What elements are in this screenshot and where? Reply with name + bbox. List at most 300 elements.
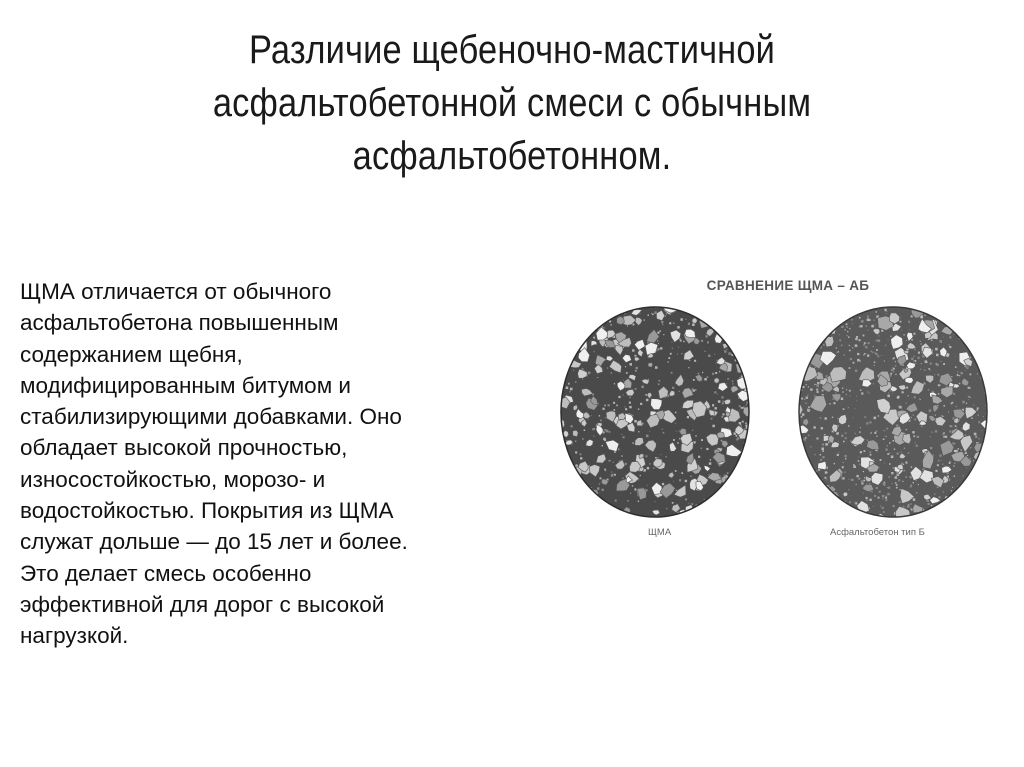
grit-speck	[819, 336, 820, 337]
grit-speck	[714, 391, 716, 393]
grit-speck	[945, 512, 946, 513]
grit-speck	[698, 373, 700, 375]
grit-speck	[814, 384, 815, 385]
grit-speck	[677, 354, 678, 355]
grit-speck	[721, 499, 724, 502]
grit-speck	[614, 409, 616, 411]
grit-speck	[804, 322, 806, 324]
grit-speck	[673, 439, 675, 441]
grit-speck	[610, 510, 611, 511]
grit-speck	[722, 413, 724, 415]
aggregate-stone	[577, 510, 591, 518]
grit-speck	[871, 325, 874, 328]
grit-speck	[737, 437, 739, 439]
grit-speck	[937, 309, 939, 311]
grit-speck	[745, 428, 746, 429]
grit-speck	[810, 474, 812, 476]
grit-speck	[960, 449, 962, 451]
grit-speck	[883, 511, 885, 513]
grit-speck	[727, 340, 728, 341]
grit-speck	[738, 316, 740, 318]
aggregate-stone	[568, 311, 581, 324]
grit-speck	[662, 483, 664, 485]
aggregate-stone	[808, 480, 814, 486]
grit-speck	[867, 330, 868, 331]
grit-speck	[913, 482, 914, 483]
grit-speck	[561, 372, 562, 373]
grit-speck	[943, 337, 944, 338]
grit-speck	[885, 499, 887, 501]
grit-speck	[651, 313, 652, 314]
grit-speck	[603, 408, 605, 410]
body-text	[20, 276, 520, 652]
grit-speck	[954, 475, 956, 477]
grit-speck	[861, 320, 864, 323]
grit-speck	[811, 492, 814, 495]
grit-speck	[841, 345, 843, 347]
grit-speck	[859, 317, 861, 319]
aggregate-stone	[560, 308, 566, 316]
grit-speck	[855, 344, 858, 347]
grit-speck	[826, 491, 828, 493]
grit-speck	[878, 497, 880, 499]
grit-speck	[962, 310, 964, 312]
grit-speck	[802, 314, 804, 316]
grit-speck	[958, 448, 960, 450]
grit-speck	[810, 446, 811, 447]
grit-speck	[580, 344, 581, 345]
grit-speck	[825, 471, 827, 473]
grit-speck	[928, 368, 930, 370]
grit-speck	[943, 432, 945, 434]
grit-speck	[928, 513, 930, 515]
grit-speck	[855, 484, 857, 486]
grit-speck	[745, 423, 747, 425]
grit-speck	[839, 500, 841, 502]
grit-speck	[672, 342, 673, 343]
grit-speck	[966, 403, 967, 404]
grit-speck	[848, 407, 849, 408]
grit-speck	[618, 449, 620, 451]
grit-speck	[965, 485, 968, 488]
grit-speck	[670, 353, 672, 355]
grit-speck	[814, 340, 815, 341]
grit-speck	[614, 474, 616, 476]
grit-speck	[932, 432, 933, 433]
grit-speck	[893, 440, 895, 442]
aggregate-stone	[733, 309, 740, 315]
grit-speck	[830, 514, 832, 516]
grit-speck	[839, 334, 840, 335]
grit-speck	[966, 512, 967, 513]
grit-speck	[835, 325, 837, 327]
grit-speck	[856, 308, 858, 310]
body-line: модифицированным битумом и	[20, 372, 351, 398]
grit-speck	[963, 327, 964, 328]
grit-speck	[891, 472, 893, 474]
grit-speck	[847, 513, 848, 514]
grit-speck	[931, 340, 932, 341]
grit-speck	[867, 315, 869, 317]
grit-speck	[734, 472, 735, 473]
title-line: асфальтобетонной смеси с обычным	[212, 81, 812, 125]
grit-speck	[809, 468, 810, 469]
grit-speck	[866, 483, 867, 484]
grit-speck	[676, 431, 677, 432]
aggregate-stone	[820, 500, 828, 505]
aggregate-stone	[575, 510, 580, 515]
grit-speck	[829, 486, 830, 487]
grit-speck	[856, 475, 858, 477]
aggregate-stone	[584, 486, 592, 494]
grit-speck	[580, 457, 582, 459]
grit-speck	[937, 464, 939, 466]
grit-speck	[944, 405, 946, 407]
grit-speck	[863, 493, 864, 494]
grit-speck	[604, 439, 606, 441]
grit-speck	[744, 512, 746, 514]
aggregate-stone	[718, 313, 728, 321]
grit-speck	[641, 386, 644, 389]
aggregate-stone	[905, 377, 913, 383]
grit-speck	[740, 345, 742, 347]
grit-speck	[938, 310, 939, 311]
grit-speck	[710, 309, 712, 311]
grit-speck	[568, 331, 570, 333]
grit-speck	[931, 314, 932, 315]
grit-speck	[964, 329, 966, 331]
grit-speck	[927, 500, 929, 502]
grit-speck	[673, 322, 675, 324]
grit-speck	[942, 464, 943, 465]
grit-speck	[874, 365, 875, 366]
grit-speck	[853, 464, 855, 466]
grit-speck	[799, 309, 801, 311]
grit-speck	[908, 452, 910, 454]
grit-speck	[930, 447, 932, 449]
grit-speck	[863, 344, 864, 345]
grit-speck	[878, 339, 881, 342]
grit-speck	[701, 340, 703, 342]
grit-speck	[578, 336, 580, 338]
grit-speck	[806, 384, 807, 385]
grit-speck	[955, 356, 956, 357]
grit-speck	[561, 328, 563, 330]
grit-speck	[798, 462, 799, 463]
grit-speck	[802, 490, 803, 491]
grit-speck	[850, 395, 851, 396]
grit-speck	[951, 376, 952, 377]
grit-speck	[805, 437, 807, 439]
grit-speck	[655, 501, 656, 502]
grit-speck	[685, 480, 687, 482]
aggregate-stone	[809, 503, 820, 516]
grit-speck	[846, 335, 847, 336]
title-line: асфальтобетонном.	[352, 134, 672, 178]
grit-speck	[623, 380, 624, 381]
grit-speck	[880, 459, 882, 461]
grit-speck	[870, 454, 872, 456]
grit-speck	[964, 510, 966, 512]
grit-speck	[967, 316, 969, 318]
grit-speck	[874, 362, 876, 364]
grit-speck	[845, 506, 846, 507]
grit-speck	[952, 487, 953, 488]
grit-speck	[859, 339, 861, 341]
grit-speck	[860, 451, 862, 453]
grit-speck	[573, 316, 574, 317]
grit-speck	[704, 515, 706, 517]
grit-speck	[974, 503, 975, 504]
grit-speck	[647, 467, 650, 470]
grit-speck	[857, 353, 859, 355]
grit-speck	[659, 380, 661, 382]
grit-speck	[799, 488, 802, 491]
grit-speck	[853, 517, 855, 518]
grit-speck	[954, 463, 955, 464]
grit-speck	[716, 363, 717, 364]
grit-speck	[887, 493, 889, 495]
grit-speck	[818, 307, 820, 309]
grit-speck	[873, 383, 874, 384]
grit-speck	[916, 445, 918, 447]
grit-speck	[646, 455, 648, 457]
grit-speck	[949, 345, 950, 346]
grit-speck	[978, 354, 980, 356]
grit-speck	[874, 495, 876, 497]
grit-speck	[868, 342, 870, 344]
title-line: Различие щебеночно-мастичной	[248, 28, 776, 72]
grit-speck	[731, 342, 732, 343]
grit-speck	[591, 415, 592, 416]
grit-speck	[883, 438, 885, 440]
grit-speck	[928, 503, 930, 505]
grit-speck	[727, 349, 728, 350]
grit-speck	[646, 435, 649, 438]
grit-speck	[941, 361, 942, 362]
grit-speck	[657, 340, 658, 341]
grit-speck	[677, 442, 679, 444]
grit-speck	[846, 323, 848, 325]
grit-speck	[937, 374, 939, 376]
grit-speck	[956, 406, 957, 407]
grit-speck	[681, 353, 682, 354]
grit-speck	[843, 462, 844, 463]
grit-speck	[914, 515, 917, 518]
grit-speck	[971, 501, 972, 502]
grit-speck	[802, 413, 805, 416]
grit-speck	[957, 374, 959, 376]
body-line: водостойкостью. Покрытия из ЩМА	[20, 498, 394, 524]
grit-speck	[732, 383, 733, 384]
grit-speck	[737, 356, 738, 357]
grit-speck	[977, 341, 979, 343]
grit-speck	[704, 499, 705, 500]
grit-speck	[573, 498, 574, 499]
grit-speck	[580, 453, 582, 455]
grit-speck	[571, 425, 573, 427]
grit-speck	[747, 350, 749, 352]
grit-speck	[953, 334, 954, 335]
grit-speck	[873, 506, 874, 507]
body-line: ЩМА отличается от обычного	[20, 279, 332, 304]
grit-speck	[832, 417, 833, 418]
grit-speck	[825, 477, 827, 479]
grit-speck	[863, 515, 864, 516]
grit-speck	[575, 451, 577, 453]
sma-caption: ЩМА	[648, 527, 672, 538]
grit-speck	[885, 345, 886, 346]
grit-speck	[968, 399, 969, 400]
grit-speck	[968, 396, 970, 398]
grit-speck	[844, 472, 845, 473]
grit-speck	[942, 503, 943, 504]
grit-speck	[707, 376, 709, 378]
grit-speck	[848, 514, 851, 517]
grit-speck	[569, 383, 570, 384]
grit-speck	[849, 479, 850, 480]
grit-speck	[889, 442, 891, 444]
grit-speck	[918, 357, 920, 359]
grit-speck	[973, 404, 974, 405]
grit-speck	[924, 315, 925, 316]
grit-speck	[737, 504, 738, 505]
grit-speck	[887, 395, 890, 398]
grit-speck	[955, 510, 956, 511]
grit-speck	[574, 475, 575, 476]
grit-speck	[672, 387, 674, 389]
grit-speck	[692, 430, 693, 431]
grit-speck	[630, 493, 631, 494]
grit-speck	[739, 405, 741, 407]
grit-speck	[877, 355, 879, 357]
grit-speck	[936, 364, 938, 366]
grit-speck	[640, 475, 641, 476]
grit-speck	[906, 387, 908, 389]
grit-speck	[920, 341, 921, 342]
grit-speck	[938, 460, 940, 462]
grit-speck	[858, 478, 860, 480]
grit-speck	[913, 356, 914, 357]
grit-speck	[578, 477, 580, 479]
grit-speck	[588, 372, 591, 375]
grit-speck	[816, 516, 818, 518]
grit-speck	[887, 487, 888, 488]
grit-speck	[875, 324, 876, 325]
grit-speck	[638, 501, 639, 502]
grit-speck	[982, 500, 984, 502]
grit-speck	[876, 353, 878, 355]
grit-speck	[869, 483, 870, 484]
grit-speck	[662, 429, 663, 430]
grit-speck	[628, 308, 630, 310]
grit-speck	[970, 348, 972, 350]
grit-speck	[727, 512, 728, 513]
grit-speck	[859, 431, 861, 433]
grit-speck	[575, 381, 577, 383]
grit-speck	[893, 505, 895, 507]
grit-speck	[566, 508, 567, 509]
grit-speck	[949, 461, 951, 463]
grit-speck	[863, 354, 865, 356]
grit-speck	[825, 417, 827, 419]
grit-speck	[896, 487, 898, 489]
aggregate-stone	[709, 497, 721, 507]
grit-speck	[821, 347, 823, 349]
aggregate-stone	[838, 505, 843, 509]
grit-speck	[800, 492, 801, 493]
grit-speck	[951, 490, 952, 491]
grit-speck	[808, 435, 810, 437]
grit-speck	[911, 466, 913, 468]
grit-speck	[855, 408, 856, 409]
grit-speck	[672, 348, 673, 349]
grit-speck	[849, 328, 850, 329]
grit-speck	[636, 367, 638, 369]
aggregate-stone	[570, 504, 582, 517]
grit-speck	[954, 443, 955, 444]
grit-speck	[728, 352, 730, 354]
grit-speck	[971, 418, 973, 420]
grit-speck	[876, 311, 878, 313]
grit-speck	[851, 319, 853, 321]
grit-speck	[600, 420, 602, 422]
grit-speck	[904, 448, 906, 450]
grit-speck	[943, 436, 945, 438]
grit-speck	[902, 481, 903, 482]
aggregate-stone	[717, 306, 726, 313]
grit-speck	[978, 438, 979, 439]
grit-speck	[727, 472, 729, 474]
grit-speck	[827, 503, 828, 504]
grit-speck	[686, 311, 687, 312]
grit-speck	[570, 388, 573, 391]
grit-speck	[805, 499, 807, 501]
grit-speck	[806, 315, 808, 317]
grit-speck	[941, 318, 943, 320]
grit-speck	[813, 426, 815, 428]
grit-speck	[816, 384, 819, 387]
grit-speck	[562, 335, 564, 337]
grit-speck	[842, 388, 843, 389]
grit-speck	[836, 314, 838, 316]
grit-speck	[935, 470, 937, 472]
grit-speck	[965, 496, 967, 498]
grit-speck	[626, 372, 628, 374]
aggregate-stone	[959, 505, 974, 517]
grit-speck	[803, 438, 806, 441]
grit-speck	[623, 478, 624, 479]
aggregate-stone	[717, 432, 724, 438]
grit-speck	[614, 383, 615, 384]
grit-speck	[978, 462, 980, 464]
body-line: содержанием щебня,	[20, 341, 243, 367]
grit-speck	[823, 344, 824, 345]
grit-speck	[721, 416, 723, 418]
grit-speck	[871, 351, 873, 353]
grit-speck	[649, 463, 650, 464]
grit-speck	[858, 457, 859, 458]
grit-speck	[806, 486, 808, 488]
grit-speck	[574, 482, 575, 483]
grit-speck	[816, 484, 817, 485]
grit-speck	[564, 511, 566, 513]
grit-speck	[570, 391, 571, 392]
grit-speck	[987, 360, 988, 361]
grit-speck	[945, 436, 947, 438]
grit-speck	[806, 360, 808, 362]
grit-speck	[804, 475, 805, 476]
